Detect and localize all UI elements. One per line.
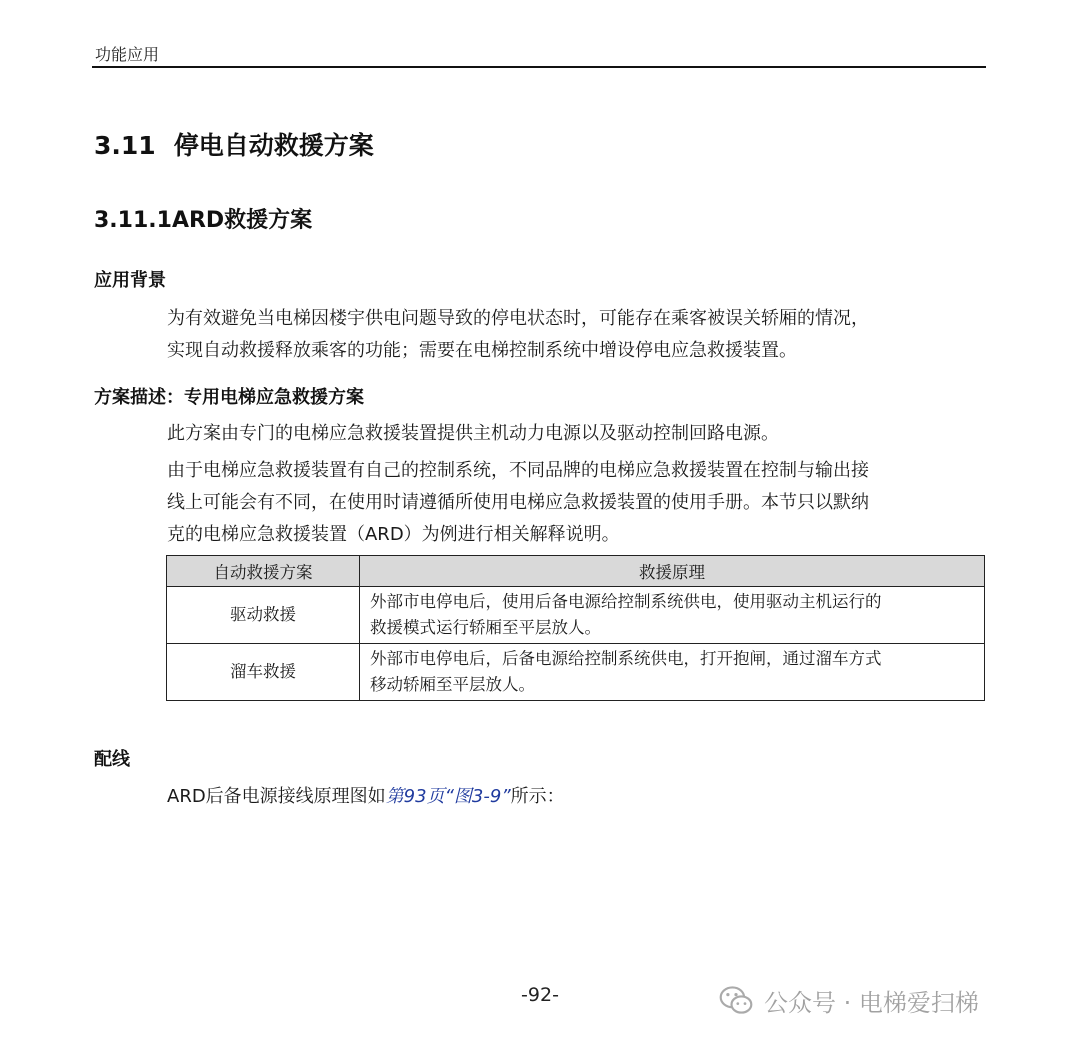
- wiring-paragraph: [167, 781, 982, 813]
- wiring-text-before: ARD后备电源接线原理图如: [167, 786, 386, 807]
- background-paragraph: [167, 303, 982, 367]
- wiring-heading: 配线: [94, 749, 130, 770]
- background-line-1: 为有效避免当电梯因楼宇供电问题导致的停电状态时，可能存在乘客被误关轿厢的情况，: [167, 308, 869, 329]
- running-header: 功能应用: [95, 45, 160, 64]
- scheme-line-1: 由于电梯应急救援装置有自己的控制系统，不同品牌的电梯应急救援装置在控制与输出接: [167, 460, 869, 481]
- principle-line: 移动轿厢至平层放人。: [370, 675, 535, 694]
- rescue-scheme-table: [166, 555, 985, 701]
- scheme-paragraph-1: 此方案由专门的电梯应急救援装置提供主机动力电源以及驱动控制回路电源。: [167, 423, 779, 444]
- table-cell-scheme: 驱动救援: [167, 587, 360, 644]
- scheme-heading: 方案描述：专用电梯应急救援方案: [94, 387, 364, 408]
- header-rule: [92, 66, 986, 68]
- watermark-text: 公众号 · 电梯爱扫梯: [764, 988, 979, 1017]
- page-link[interactable]: 第93页: [385, 786, 445, 807]
- table-header-row: [167, 556, 985, 587]
- section-heading: [94, 126, 374, 162]
- table-header-principle: 救援原理: [360, 556, 985, 587]
- subsection-heading: 3.11.1ARD救援方案: [94, 208, 313, 233]
- table-row: [167, 587, 985, 644]
- figure-link[interactable]: “图3-9”: [444, 786, 511, 807]
- page-number: -92-: [521, 984, 559, 1006]
- table-header-scheme: 自动救援方案: [167, 556, 360, 587]
- wiring-text-after: 所示：: [510, 786, 565, 807]
- scheme-paragraph-2: [167, 455, 982, 551]
- section-number: 3.11: [94, 131, 156, 160]
- scheme-line-3: 克的电梯应急救援装置（ARD）为例进行相关解释说明。: [167, 524, 620, 545]
- watermark: [718, 982, 979, 1018]
- principle-line: 救援模式运行轿厢至平层放人。: [370, 618, 601, 637]
- principle-line: 外部市电停电后，后备电源给控制系统供电，打开抱闸，通过溜车方式: [370, 649, 882, 668]
- background-line-2: 实现自动救援释放乘客的功能；需要在电梯控制系统中增设停电应急救援装置。: [167, 340, 797, 361]
- scheme-line-2: 线上可能会有不同，在使用时请遵循所使用电梯应急救援装置的使用手册。本节只以默纳: [167, 492, 869, 513]
- background-heading: 应用背景: [94, 270, 166, 291]
- table-cell-scheme: 溜车救援: [167, 644, 360, 701]
- table-cell-principle: [360, 644, 985, 701]
- table-row: [167, 644, 985, 701]
- section-title: 停电自动救援方案: [173, 131, 374, 160]
- principle-line: 外部市电停电后，使用后备电源给控制系统供电，使用驱动主机运行的: [370, 592, 882, 611]
- table-cell-principle: [360, 587, 985, 644]
- wechat-icon: [718, 982, 754, 1018]
